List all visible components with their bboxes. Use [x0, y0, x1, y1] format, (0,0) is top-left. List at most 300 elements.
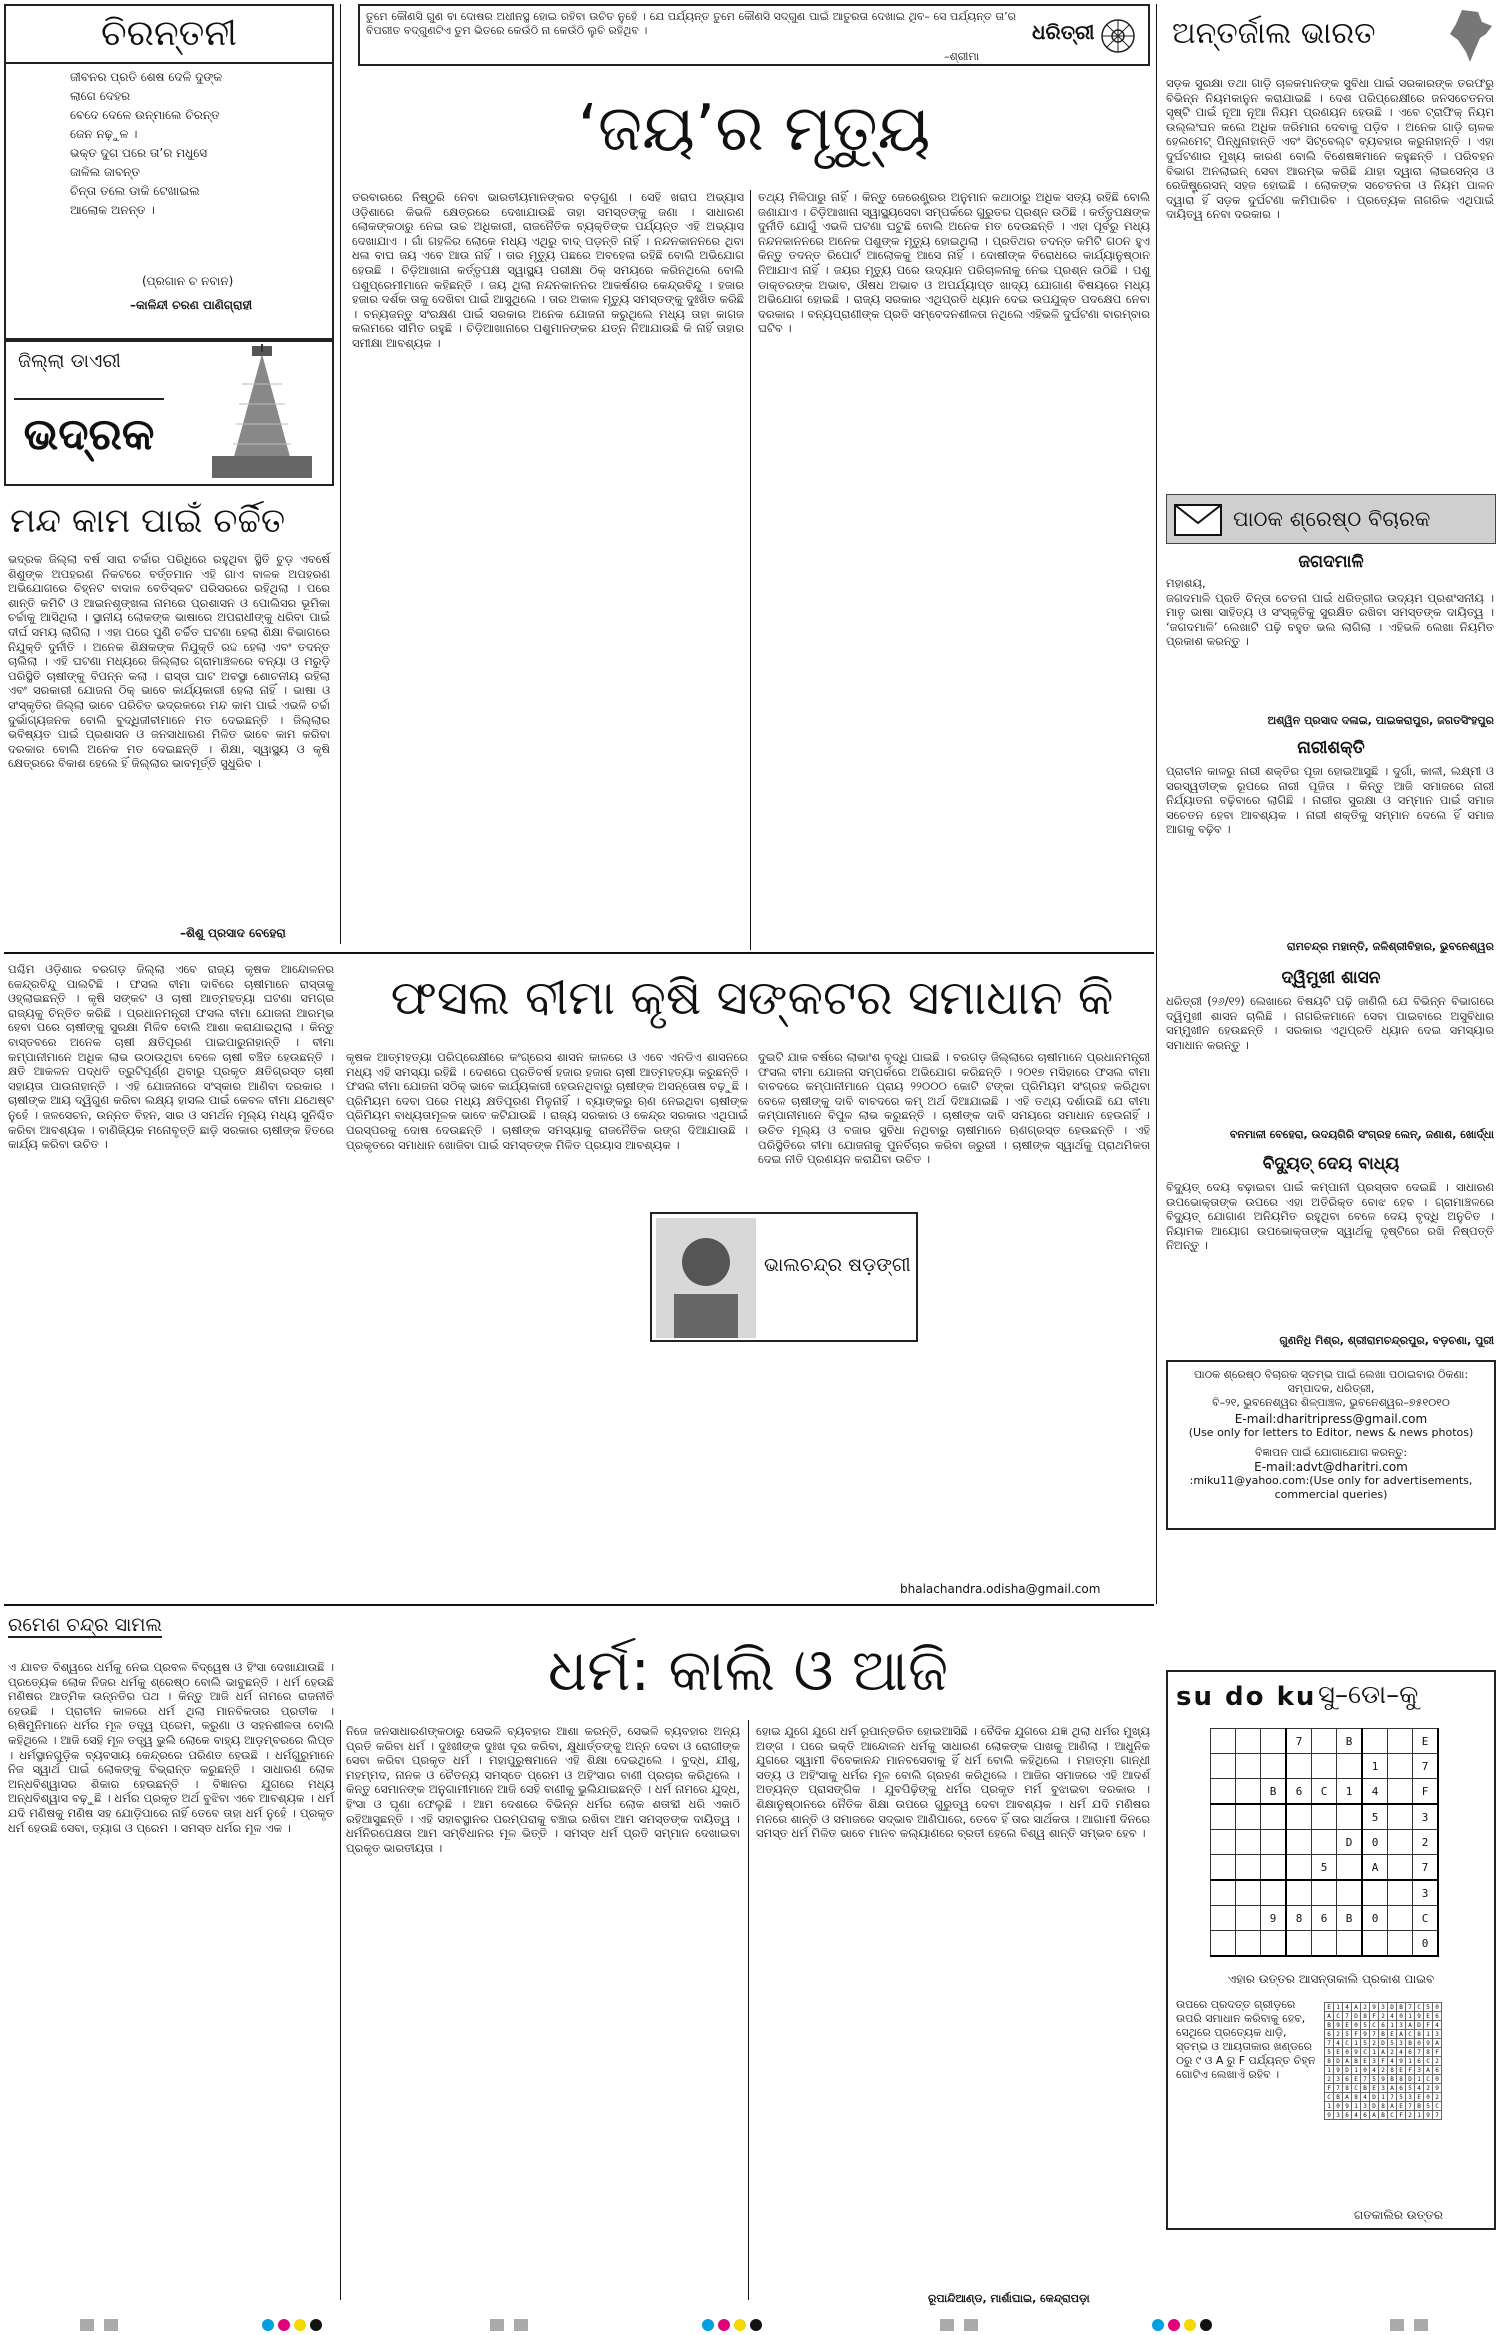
- sudoku-cell[interactable]: [1236, 1906, 1261, 1931]
- solution-cell: 6: [1406, 2048, 1415, 2057]
- sudoku-title-en: su do ku: [1176, 1682, 1317, 1712]
- solution-cell: C: [1325, 2093, 1334, 2102]
- solution-cell: 9: [1352, 2048, 1361, 2057]
- sudoku-cell[interactable]: [1261, 1754, 1287, 1779]
- solution-cell: 6: [1361, 2111, 1370, 2120]
- solution-cell: 9: [1424, 2111, 1433, 2120]
- sudoku-cell[interactable]: [1236, 1855, 1261, 1881]
- letter1-title: ଜଗଦମାଳି: [1298, 552, 1364, 572]
- religion-col2: ନିଜେ ଜନସାଧାରଣଙ୍କଠାରୁ ସେଭଳି ବ୍ୟବହାର ଆଶା କରନ୍ତି, ସେଭଳି ବ୍ୟବହାର ଅନ୍ୟ ପ୍ରତି କରିବା ଧର୍ମ । ଦୁଃଖୀଙ୍କ ଦୁଃଖ ଦୂର କରିବା, କ୍ଷୁଧାର୍ତ୍ତଙ୍କୁ ଅନ୍ନ ଦେବା ଓ ରୋଗୀଙ୍କ ସେବା କରିବା ପ୍ରକୃତ ଧର୍ମ । ମହାପୁରୁଷମାନେ ଏହି ଶିକ୍ଷା ଦେଇଥିଲେ । ବୁଦ୍ଧ, ଯୀଶୁ, ମହମ୍ମଦ, ନାନକ ଓ ଚୈତନ୍ୟ ସମସ୍ତେ ପ୍ରେମ ଓ ଅହିଂସାର ବାଣୀ ପ୍ରଚାର କରିଥିଲେ । କିନ୍ତୁ ସେମାନଙ୍କ ଅନୁଗାମୀମାନେ ଆଜି ସେହି ବାଣୀକୁ ଭୁଲିଯାଇଛନ୍ତି । ଧର୍ମ ନାମରେ ଯୁଦ୍ଧ, ହିଂସା ଓ ଘୃଣା ଫେଲୁଛି । ଆମ ଦେଶରେ ବିଭିନ୍ନ ଧର୍ମର ଲୋକ ଶତାବ୍ଦୀ ଧରି ଏକାଠି ରହିଆସୁଛନ୍ତି । ଏହି ସହାବସ୍ଥାନର ପରମ୍ପରାକୁ ବଞ୍ଚାଇ ରଖିବା ଆମ ସମସ୍ତଙ୍କ ଦାୟିତ୍ୱ । ଧର୍ମନିରପେକ୍ଷତା ଆମ ସମ୍ବିଧାନର ମୂଳ ଭିତ୍ତି । ସମସ୍ତ ଧର୍ମ ପ୍ରତି ସମ୍ମାନ ଦେଖାଇବା ପ୍ରକୃତ ଭାରତୀୟତା ।: [346, 1724, 744, 1855]
- sudoku-cell[interactable]: [1211, 1931, 1236, 1957]
- solution-cell: A: [1352, 2003, 1361, 2012]
- solution-cell: 0: [1397, 2012, 1406, 2021]
- rule-middle-top: [4, 952, 1154, 954]
- solution-cell: E: [1397, 2066, 1406, 2075]
- solution-cell: 1: [1334, 2003, 1343, 2012]
- solution-cell: A: [1325, 2012, 1334, 2021]
- solution-cell: 6: [1343, 2111, 1352, 2120]
- solution-cell: 5: [1424, 2102, 1433, 2111]
- sudoku-cell[interactable]: [1211, 1830, 1236, 1855]
- sudoku-cell[interactable]: [1236, 1931, 1261, 1957]
- solution-cell: 5: [1424, 2003, 1433, 2012]
- solution-cell: E: [1343, 2021, 1352, 2030]
- solution-cell: F: [1406, 2066, 1415, 2075]
- quote-author: –ଶ୍ରୀମା: [944, 50, 980, 63]
- sudoku-cell[interactable]: [1312, 1931, 1337, 1957]
- solution-cell: E: [1334, 2048, 1343, 2057]
- sudoku-cell[interactable]: [1261, 1830, 1287, 1855]
- sudoku-cell[interactable]: [1337, 1931, 1363, 1957]
- solution-cell: 1: [1388, 2021, 1397, 2030]
- solution-cell: A: [1433, 2039, 1442, 2048]
- sudoku-cell[interactable]: 0: [1362, 1906, 1388, 1931]
- solution-cell: C: [1352, 2084, 1361, 2093]
- solution-cell: D: [1379, 2039, 1388, 2048]
- sudoku-cell[interactable]: [1236, 1729, 1261, 1754]
- chirantani-box: [4, 4, 334, 340]
- sudoku-cell[interactable]: [1236, 1830, 1261, 1855]
- sudoku-cell[interactable]: 5: [1312, 1855, 1337, 1881]
- solution-cell: 3: [1415, 2066, 1424, 2075]
- solution-cell: 4: [1433, 2021, 1442, 2030]
- religion-signature: ରୂପାନ୍ଦିଆଣ୍ଡ, ମାର୍ଶାଘାଇ, କେନ୍ଦ୍ରାପଡ଼ା: [928, 2292, 1090, 2305]
- sudoku-cell[interactable]: [1286, 1880, 1312, 1906]
- gray-swatch: [514, 2319, 528, 2331]
- sudoku-cell[interactable]: [1388, 1830, 1413, 1855]
- yellow-dot: [1184, 2319, 1196, 2331]
- reader-title: ପାଠକ ଶ୍ରେଷ୍ଠ ବିଚାରକ: [1233, 507, 1431, 531]
- solution-cell: 3: [1334, 2111, 1343, 2120]
- sudoku-cell[interactable]: 0: [1362, 1830, 1388, 1855]
- solution-cell: 8: [1388, 2066, 1397, 2075]
- letter2-body: ପ୍ରାଚୀନ କାଳରୁ ନାରୀ ଶକ୍ତିର ପୂଜା ହୋଇଆସୁଛି । ଦୁର୍ଗା, କାଳୀ, ଲକ୍ଷ୍ମୀ ଓ ସରସ୍ୱତୀଙ୍କ ରୂପରେ ନାରୀ ପୂଜିତା । କିନ୍ତୁ ଆଜି ସମାଜରେ ନାରୀ ନିର୍ଯ୍ୟାତନା ବଢ଼ିବାରେ ଲାଗିଛି । ନାରୀର ସୁରକ୍ଷା ଓ ସମ୍ମାନ ପାଇଁ ସମାଜ ସଚେତନ ହେବା ଆବଶ୍ୟକ । ନାରୀ ଶକ୍ତିକୁ ସମ୍ମାନ ଦେଲେ ହିଁ ସମାଜ ଆଗକୁ ବଢ଼ିବ ।: [1166, 764, 1498, 837]
- sudoku-cell[interactable]: [1236, 1754, 1261, 1779]
- print-marks: [0, 2310, 1500, 2334]
- solution-cell: 2: [1433, 2057, 1442, 2066]
- letter2-title: ନାରୀଶକ୍ତି: [1297, 738, 1365, 758]
- solution-cell: 2: [1406, 2111, 1415, 2120]
- sudoku-cell[interactable]: 4: [1362, 1779, 1388, 1805]
- sudoku-cell[interactable]: [1388, 1779, 1413, 1805]
- solution-cell: A: [1406, 2021, 1415, 2030]
- sudoku-cell[interactable]: [1261, 1855, 1287, 1881]
- sudoku-cell[interactable]: [1261, 1804, 1287, 1830]
- solution-cell: F: [1424, 2021, 1433, 2030]
- gray-swatch: [1390, 2319, 1404, 2331]
- sudoku-cell[interactable]: E: [1413, 1729, 1439, 1754]
- sudoku-cell[interactable]: [1388, 1754, 1413, 1779]
- solution-cell: 1: [1325, 2066, 1334, 2075]
- magenta-dot: [278, 2319, 290, 2331]
- solution-cell: E: [1397, 2102, 1406, 2111]
- sudoku-cell[interactable]: [1337, 1880, 1363, 1906]
- sudoku-cell[interactable]: B: [1337, 1906, 1363, 1931]
- solution-cell: E: [1325, 2003, 1334, 2012]
- address-text: ପାଠକ ଶ୍ରେଷ୍ଠ ବିଚାରକ ସ୍ତମ୍ଭ ପାଇଁ ଲେଖା ପଠାଇବାର ଠିକଣା: ସମ୍ପାଦକ, ଧରିତ୍ରୀ, ବି–୨୧, ଭୁବନେଶ୍ୱର ଶିଳ୍ପାଞ୍ଚଳ, ଭୁବନେଶ୍ୱର–୭୫୧୦୧୦: [1193, 1368, 1469, 1409]
- magenta-dot: [718, 2319, 730, 2331]
- sudoku-cell[interactable]: [1286, 1855, 1312, 1881]
- solution-cell: 6: [1433, 2066, 1442, 2075]
- solution-cell: 3: [1370, 2057, 1379, 2066]
- temple-illustration: [192, 344, 332, 484]
- sudoku-cell[interactable]: [1211, 1880, 1236, 1906]
- sudoku-cell[interactable]: [1337, 1804, 1363, 1830]
- crop-insurance-col3: ଦୁଇଟି ଯାକ ବର୍ଷରେ ଲାଭାଂଶ ବୃଦ୍ଧି ପାଇଛି । ବରଗଡ଼ ଜିଲ୍ଲାରେ ଚାଷୀମାନେ ପ୍ରଧାନମନ୍ତ୍ରୀ ଫସଲ ବୀମା ଯୋଜନା ସମ୍ପର୍କରେ ଅଭିଯୋଗ କରିଛନ୍ତି । ୨୦୧୭ ମସିହାରେ ଫସଲ ବୀମା ବାବଦରେ କମ୍ପାନୀମାନେ ପ୍ରାୟ ୨୨୦୦୦ କୋଟି ଟଙ୍କା ପ୍ରିମିୟମ ସଂଗ୍ରହ କରିଥିବା ବେଳେ ଚାଷୀଙ୍କୁ ଦାବି ବାବଦରେ କମ୍ ଅର୍ଥ ଦିଆଯାଇଛି । ଏହି ତଥ୍ୟ ଦର୍ଶାଉଛି ଯେ ବୀମା କମ୍ପାନୀମାନେ ବିପୁଳ ଲାଭ କରୁଛନ୍ତି । ଚାଷୀଙ୍କ ଦାବି ସମୟରେ ସମାଧାନ ହେଉନାହିଁ । ଉଚିତ ମୂଲ୍ୟ ଓ ବଜାର ସୁବିଧା ନଥିବାରୁ ଚାଷୀମାନେ ଋଣଗ୍ରସ୍ତ ହେଉଛନ୍ତି । ଏହି ପରିସ୍ଥିତିରେ ବୀମା ଯୋଜନାକୁ ପୁନର୍ବିଚାର କରିବା ଜରୁରୀ । ଚାଷୀଙ୍କ ସ୍ୱାର୍ଥକୁ ପ୍ରାଥମିକତା ଦେଇ ନୀତି ପ୍ରଣୟନ କରାଯିବା ଉଚିତ ।: [758, 1050, 1154, 1167]
- solution-cell: 5: [1361, 2039, 1370, 2048]
- editorial-title: ‘ଜୟ’ର ମୃତ୍ୟୁ: [577, 92, 931, 166]
- solution-cell: E: [1388, 2030, 1397, 2039]
- gray-swatch: [490, 2319, 504, 2331]
- paper-logo: ଧରିତ୍ରୀ: [1032, 20, 1095, 44]
- solution-cell: 8: [1325, 2057, 1334, 2066]
- solution-cell: C: [1415, 2003, 1424, 2012]
- solution-cell: F: [1433, 2048, 1442, 2057]
- solution-cell: E: [1361, 2057, 1370, 2066]
- sudoku-cell[interactable]: 9: [1261, 1906, 1287, 1931]
- cyan-dot: [1152, 2319, 1164, 2331]
- solution-cell: F: [1352, 2030, 1361, 2039]
- solution-cell: E: [1370, 2084, 1379, 2093]
- solution-cell: A: [1388, 2102, 1397, 2111]
- solution-cell: 7: [1334, 2084, 1343, 2093]
- sudoku-title-or: ସୁ–ଡୋ–କୁ: [1318, 1680, 1419, 1710]
- sudoku-cell[interactable]: 7: [1286, 1729, 1312, 1754]
- solution-cell: 2: [1424, 2084, 1433, 2093]
- solution-cell: B: [1334, 2093, 1343, 2102]
- solution-cell: 5: [1325, 2048, 1334, 2057]
- solution-cell: 2: [1433, 2093, 1442, 2102]
- adv-email[interactable]: E-mail:advt@dharitri.com: [1254, 1460, 1408, 1474]
- antarjal-body: ସଡ଼କ ସୁରକ୍ଷା ତଥା ଗାଡ଼ି ଚାଳକମାନଙ୍କ ସୁବିଧା ପାଇଁ ସରକାରଙ୍କ ତରଫରୁ ବିଭିନ୍ନ ନିୟମକାନୁନ କରାଯାଇଛି । ଦେଶ ପରିପ୍ରେକ୍ଷୀରେ ଜନସଚେତନତା ସୃଷ୍ଟି ପାଇଁ ନୂଆ ନୂଆ ନିୟମ ପ୍ରଣୟନ ହେଉଛି । ଏବେ ଟ୍ରାଫିକ୍ ନିୟମ ଉଲ୍ଲଂଘନ କଲେ ଅଧିକ ଜରିମାନା ଦେବାକୁ ପଡ଼ିବ । ଅନେକ ଗାଡ଼ି ଚାଳକ ହେଲମେଟ୍ ପିନ୍ଧୁନାହାନ୍ତି ଏବଂ ସିଟ୍‌ବେଲ୍ଟ ବ୍ୟବହାର କରୁନାହାନ୍ତି । ଏହା ଦୁର୍ଘଟଣାର ମୁଖ୍ୟ କାରଣ ବୋଲି ବିଶେଷଜ୍ଞମାନେ କହୁଛନ୍ତି । ପରିବହନ ବିଭାଗ ଅନଲାଇନ୍ ସେବା ଆରମ୍ଭ କରିଛି ଯାହା ଦ୍ୱାରା ଲାଇସେନ୍ସ ଓ ରେଜିଷ୍ଟ୍ରେସନ୍ ସହଜ ହୋଇଛି । ଲୋକଙ୍କ ସଚେତନତା ଓ ନିୟମ ପାଳନ ଦ୍ୱାରା ହିଁ ସଡ଼କ ଦୁର୍ଘଟଣା କମିପାରିବ । ପ୍ରତ୍ୟେକ ନାଗରିକ ଏଥିପାଇଁ ଦାୟିତ୍ୱ ନେବା ଦରକାର ।: [1166, 76, 1498, 222]
- solution-cell: B: [1415, 2102, 1424, 2111]
- sudoku-cell[interactable]: [1337, 1754, 1363, 1779]
- solution-cell: C: [1361, 2048, 1370, 2057]
- solution-cell: 4: [1388, 2057, 1397, 2066]
- antarjal-title: ଅନ୍ତର୍ଜାଲ ଭାରତ: [1172, 16, 1376, 51]
- solution-cell: 5: [1397, 2093, 1406, 2102]
- solution-cell: F: [1325, 2084, 1334, 2093]
- solution-cell: 8: [1343, 2084, 1352, 2093]
- solution-cell: A: [1379, 2048, 1388, 2057]
- rule-middle-bottom: [4, 1604, 1154, 1606]
- sudoku-cell[interactable]: [1312, 1830, 1337, 1855]
- solution-cell: B: [1397, 2003, 1406, 2012]
- solution-cell: 2: [1334, 2030, 1343, 2039]
- solution-cell: C: [1424, 2075, 1433, 2084]
- sudoku-cell[interactable]: [1211, 1754, 1236, 1779]
- black-dot: [310, 2319, 322, 2331]
- solution-cell: 5: [1343, 2030, 1352, 2039]
- solution-cell: 2: [1379, 2066, 1388, 2075]
- rule-editorial-mid: [750, 190, 751, 950]
- sudoku-cell[interactable]: [1362, 1931, 1388, 1957]
- zilla-diary-box: [4, 340, 334, 486]
- solution-cell: 8: [1415, 2030, 1424, 2039]
- sudoku-cell[interactable]: [1388, 1729, 1413, 1754]
- solution-cell: 5: [1370, 2075, 1379, 2084]
- solution-cell: B: [1352, 2057, 1361, 2066]
- sudoku-box: [1166, 1670, 1496, 2230]
- emblem-icon: [1098, 16, 1138, 56]
- solution-cell: A: [1388, 2084, 1397, 2093]
- gray-swatch: [940, 2319, 954, 2331]
- solution-cell: 0: [1361, 2066, 1370, 2075]
- solution-cell: 9: [1325, 2111, 1334, 2120]
- black-dot: [1200, 2319, 1212, 2331]
- solution-cell: 4: [1397, 2048, 1406, 2057]
- sudoku-cell[interactable]: [1312, 1754, 1337, 1779]
- sudoku-cell[interactable]: [1211, 1729, 1236, 1754]
- solution-cell: D: [1343, 2066, 1352, 2075]
- sudoku-cell[interactable]: C: [1312, 1779, 1337, 1805]
- religion-col3: ହୋଇ ଯୁଗେ ଯୁଗେ ଧର୍ମ ରୂପାନ୍ତରିତ ହୋଇଆସିଛି । ବୈଦିକ ଯୁଗରେ ଯଜ୍ଞ ଥିଲା ଧର୍ମର ମୁଖ୍ୟ ଅଙ୍ଗ । ପରେ ଭକ୍ତି ଆନ୍ଦୋଳନ ଧର୍ମକୁ ସାଧାରଣ ଲୋକଙ୍କ ପାଖକୁ ଆଣିଲା । ଆଧୁନିକ ଯୁଗରେ ସ୍ୱାମୀ ବିବେକାନନ୍ଦ ମାନବସେବାକୁ ହିଁ ଧର୍ମ ବୋଲି କହିଥିଲେ । ମହାତ୍ମା ଗାନ୍ଧୀ ସତ୍ୟ ଓ ଅହିଂସାକୁ ଧର୍ମର ମୂଳ ବୋଲି ଗ୍ରହଣ କରିଥିଲେ । ଆଜିର ସମାଜରେ ଏହି ଆଦର୍ଶ ଅତ୍ୟନ୍ତ ପ୍ରାସଙ୍ଗିକ । ଯୁବପିଢ଼ିଙ୍କୁ ଧର୍ମର ପ୍ରକୃତ ମର୍ମ ବୁଝାଇବା ଦରକାର । ଶିକ୍ଷାନୁଷ୍ଠାନରେ ନୈତିକ ଶିକ୍ଷା ଉପରେ ଗୁରୁତ୍ୱ ଦେବା ଆବଶ୍ୟକ । ଧର୍ମ ଯଦି ମଣିଷର ମନରେ ଶାନ୍ତି ଓ ସମାଜରେ ସଦ୍ଭାବ ଆଣିପାରେ, ତେବେ ହିଁ ତାର ସାର୍ଥକତା । ଆଗାମୀ ଦିନରେ ସମସ୍ତ ଧର୍ମ ମିଳିତ ଭାବେ ମାନବ କଲ୍ୟାଣରେ ବ୍ରତୀ ହେଲେ ବିଶ୍ୱ ଶାନ୍ତି ସମ୍ଭବ ହେବ ।: [756, 1724, 1154, 1841]
- solution-cell: 4: [1334, 2039, 1343, 2048]
- solution-cell: 0: [1352, 2021, 1361, 2030]
- solution-cell: B: [1379, 2030, 1388, 2039]
- sudoku-cell[interactable]: [1312, 1804, 1337, 1830]
- sudoku-cell[interactable]: 8: [1286, 1906, 1312, 1931]
- editor-email[interactable]: E-mail:dharitripress@gmail.com: [1234, 1412, 1428, 1426]
- solution-cell: 3: [1433, 2030, 1442, 2039]
- sudoku-prev-solution: [1324, 2002, 1442, 2120]
- gray-swatch: [1414, 2319, 1428, 2331]
- solution-cell: 0: [1343, 2048, 1352, 2057]
- solution-cell: 5: [1406, 2084, 1415, 2093]
- sudoku-cell[interactable]: [1261, 1931, 1287, 1957]
- sudoku-cell[interactable]: D: [1337, 1830, 1363, 1855]
- cyan-dot: [702, 2319, 714, 2331]
- quote-text: ତୁମେ କୌଣସି ଗୁଣ ବା ଦୋଷର ଅଧୀନସ୍ଥ ହୋଇ ରହିବା ଉଚିତ ନୁହେଁ । ଯେ ପର୍ଯ୍ୟନ୍ତ ତୁମେ କୌଣସି ସଦ୍‌ଗୁଣ ପାଇଁ ଆତୁରତା ଦେଖାଇ ଥିବ– ସେ ପର୍ଯ୍ୟନ୍ତ ତା’ର ବିପରୀତ ବଦ୍‌ଗୁଣଟିଏ ତୁମ ଭିତରେ କେଉଁଠି ନା କେଉଁଠି ଲୁଚି ରହିଥିବ ।: [366, 10, 1020, 37]
- sudoku-cell[interactable]: [1362, 1880, 1388, 1906]
- solution-cell: 1: [1424, 2030, 1433, 2039]
- yellow-dot: [294, 2319, 306, 2331]
- solution-cell: 6: [1379, 2021, 1388, 2030]
- solution-cell: E: [1415, 2093, 1424, 2102]
- solution-cell: E: [1424, 2012, 1433, 2021]
- solution-cell: 3: [1397, 2039, 1406, 2048]
- sudoku-cell[interactable]: 7: [1413, 1754, 1439, 1779]
- sudoku-cell[interactable]: F: [1413, 1779, 1439, 1805]
- sudoku-cell[interactable]: [1362, 1729, 1388, 1754]
- sudoku-grid[interactable]: [1210, 1728, 1439, 1957]
- crop-insurance-col2: କୃଷକ ଆତ୍ମହତ୍ୟା ପରିପ୍ରେକ୍ଷୀରେ କଂଗ୍ରେସ ଶାସନ କାଳରେ ଓ ଏବେ ଏନଡିଏ ଶାସନରେ ମଧ୍ୟ ଏହି ସମସ୍ୟା ରହିଛି । ଦେଶରେ ପ୍ରତିବର୍ଷ ହଜାର ହଜାର ଚାଷୀ ଆତ୍ମହତ୍ୟା କରୁଛନ୍ତି । ଫସଲ ବୀମା ଯୋଜନା ସଠିକ୍ ଭାବେ କାର୍ଯ୍ୟକାରୀ ହେଉନଥିବାରୁ ଚାଷୀଙ୍କ ଅସନ୍ତୋଷ ବଢ଼ୁଛି । ପ୍ରିମିୟମ ଦେବା ପରେ ମଧ୍ୟ କ୍ଷତିପୂରଣ ମିଳୁନାହିଁ । ବ୍ୟାଙ୍କରୁ ଋଣ ନେଇଥିବା ଚାଷୀଙ୍କ ପ୍ରିମିୟମ ବାଧ୍ୟତାମୂଳକ ଭାବେ କଟିଯାଉଛି । ରାଜ୍ୟ ସରକାର ଓ କେନ୍ଦ୍ର ସରକାର ଏଥିପାଇଁ ପରସ୍ପରକୁ ଦୋଷ ଦେଉଛନ୍ତି । ଚାଷୀଙ୍କ ସମସ୍ୟାକୁ ରାଜନୈତିକ ରଙ୍ଗ ଦିଆଯାଉଛି । ପ୍ରକୃତରେ ସମାଧାନ ଖୋଜିବା ପାଇଁ ସମସ୍ତଙ୍କ ମିଳିତ ପ୍ରୟାସ ଆବଶ୍ୟକ ।: [346, 1050, 752, 1152]
- sudoku-cell[interactable]: 1: [1362, 1754, 1388, 1779]
- author-photo: [656, 1218, 756, 1338]
- solution-cell: 6: [1343, 2075, 1352, 2084]
- quote-box: [358, 4, 1150, 66]
- solution-cell: B: [1379, 2111, 1388, 2120]
- solution-cell: 7: [1325, 2039, 1334, 2048]
- solution-cell: D: [1352, 2012, 1361, 2021]
- solution-cell: 0: [1334, 2102, 1343, 2111]
- religion-headline: ଧର୍ମ: କାଲି ଓ ଆଜି: [547, 1636, 949, 1704]
- solution-cell: C: [1424, 2057, 1433, 2066]
- sudoku-cell[interactable]: [1312, 1880, 1337, 1906]
- solution-cell: 3: [1379, 2084, 1388, 2093]
- sudoku-cell[interactable]: [1236, 1880, 1261, 1906]
- solution-cell: 9: [1334, 2066, 1343, 2075]
- sudoku-cell[interactable]: [1286, 1931, 1312, 1957]
- letter3-title: ଦ୍ୱିମୁଖୀ ଶାସନ: [1281, 968, 1381, 988]
- solution-cell: B: [1361, 2084, 1370, 2093]
- sudoku-cell[interactable]: [1286, 1754, 1312, 1779]
- sudoku-cell[interactable]: [1236, 1779, 1261, 1805]
- solution-cell: 7: [1406, 2102, 1415, 2111]
- solution-cell: 9: [1334, 2021, 1343, 2030]
- solution-cell: 6: [1415, 2057, 1424, 2066]
- solution-cell: 7: [1406, 2003, 1415, 2012]
- author-email[interactable]: bhalachandra.odisha@gmail.com: [900, 1582, 1101, 1596]
- solution-cell: 7: [1361, 2075, 1370, 2084]
- sudoku-cell[interactable]: 7: [1413, 1855, 1439, 1881]
- solution-cell: A: [1424, 2066, 1433, 2075]
- solution-cell: A: [1397, 2030, 1406, 2039]
- magenta-dot: [1168, 2319, 1180, 2331]
- sudoku-cell[interactable]: [1337, 1855, 1363, 1881]
- sudoku-cell[interactable]: [1261, 1729, 1287, 1754]
- solution-cell: 7: [1370, 2030, 1379, 2039]
- cyan-dot: [262, 2319, 274, 2331]
- solution-cell: E: [1352, 2075, 1361, 2084]
- sudoku-cell[interactable]: [1286, 1830, 1312, 1855]
- solution-cell: 7: [1343, 2012, 1352, 2021]
- sudoku-cell[interactable]: B: [1261, 1779, 1287, 1805]
- sudoku-cell[interactable]: 5: [1362, 1804, 1388, 1830]
- yellow-dot: [734, 2319, 746, 2331]
- solution-cell: B: [1388, 2075, 1397, 2084]
- editorial-col2: ତଥ୍ୟ ମିଳିପାରୁ ନାହିଁ । କିନ୍ତୁ ଜେରେଣ୍ଟ୍ରର ଅନୁମାନ କଥାଠାରୁ ଅଧିକ ସତ୍ୟ ରହିଛି ବୋଲି ଜଣାଯାଏ । ଚିଡ଼ିଆଖାନା ସ୍ୱାସ୍ଥ୍ୟସେବା ସମ୍ପର୍କରେ ଗୁରୁତର ପ୍ରଶ୍ନ ଉଠିଛି । କର୍ତ୍ତୃପକ୍ଷଙ୍କ ଦୁର୍ନୀତି ଯୋଗୁଁ ଏଭଳି ଘଟଣା ଘଟୁଛି ବୋଲି ଅନେକ ମତ ଦେଉଛନ୍ତି । ଏହା ପୂର୍ବରୁ ମଧ୍ୟ ନନ୍ଦନକାନନରେ ଅନେକ ପଶୁଙ୍କ ମୃତ୍ୟୁ ହୋଇଥିଲା । ପ୍ରତିଥର ତଦନ୍ତ କମିଟି ଗଠନ ହୁଏ କିନ୍ତୁ ତଦନ୍ତ ରିପୋର୍ଟ ଆଲୋକକୁ ଆସେ ନାହିଁ । ଦୋଷୀଙ୍କ ବିରୋଧରେ କାର୍ଯ୍ୟାନୁଷ୍ଠାନ ନିଆଯାଏ ନାହିଁ । ଜୟର ମୃତ୍ୟୁ ପରେ ଉଦ୍ୟାନ ପରିଚାଳନାକୁ ନେଇ ପ୍ରଶ୍ନ ଉଠିଛି । ପଶୁ ଡାକ୍ତରଙ୍କ ଅଭାବ, ଔଷଧ ଅଭାବ ଓ ଅପର୍ଯ୍ୟାପ୍ତ ଖାଦ୍ୟ ଯୋଗାଣ ବିଷୟରେ ମଧ୍ୟ ଅଭିଯୋଗ ହୋଇଛି । ରାଜ୍ୟ ସରକାର ଏଥିପ୍ରତି ଧ୍ୟାନ ଦେଇ ଉପଯୁକ୍ତ ପଦକ୍ଷେପ ନେବା ଦରକାର । ବନ୍ୟପ୍ରାଣୀଙ୍କ ପ୍ରତି ସମ୍ବେଦନଶୀଳତା ନଥିଲେ ଏହିଭଳି ଦୁର୍ଘଟଣା ବାରମ୍ବାର ଘଟିବ ।: [758, 190, 1154, 336]
- solution-cell: F: [1397, 2111, 1406, 2120]
- sudoku-cell[interactable]: [1236, 1804, 1261, 1830]
- solution-cell: 1: [1352, 2102, 1361, 2111]
- sudoku-cell[interactable]: 3: [1413, 1804, 1439, 1830]
- solution-cell: 4: [1415, 2084, 1424, 2093]
- solution-cell: 9: [1424, 2039, 1433, 2048]
- chirantani-poem: ଜୀବନର ପ୍ରତି ଶେଷ ଦେଳି ଦୁଙ୍କ ଲାଗେ ଦେହର ବେଦେ ଦେଳେ ଉନ୍ମାଲେ ଚିରନ୍ତ ଜେନ ନଢ଼ୁଳ । ଭକ୍ତ ଦୁଗ ପରେ ତା’ର ମଧୁସେ ଜାଳିଲ ଜାବନ୍ତ ଚିନ୍ତା ତଲେ ଡାକି ଟେଖାଇଲ ଆଲୋକ ଅନନ୍ତ ।: [70, 70, 223, 217]
- rule-left-vert: [340, 4, 341, 944]
- solution-cell: 9: [1415, 2012, 1424, 2021]
- sudoku-cell[interactable]: 6: [1286, 1779, 1312, 1805]
- sudoku-cell[interactable]: 0: [1413, 1931, 1439, 1957]
- solution-cell: 9: [1370, 2003, 1379, 2012]
- adv-label: ବିଜ୍ଞାପନ ପାଇଁ ଯୋଗାଯୋଗ କରନ୍ତୁ:: [1254, 1446, 1408, 1459]
- sudoku-cell[interactable]: [1211, 1804, 1236, 1830]
- solution-cell: 9: [1397, 2057, 1406, 2066]
- solution-cell: 7: [1433, 2111, 1442, 2120]
- sudoku-cell[interactable]: C: [1413, 1906, 1439, 1931]
- envelope-icon: [1173, 503, 1223, 537]
- solution-cell: F: [1379, 2057, 1388, 2066]
- chirantani-author: –କାଳିନ୍ଦୀ ଚରଣ ପାଣିଗ୍ରାହୀ: [130, 298, 253, 312]
- solution-cell: 7: [1415, 2048, 1424, 2057]
- author-photo-box: [650, 1212, 918, 1342]
- solution-cell: 6: [1397, 2084, 1406, 2093]
- chirantani-title: ଚିରନ୍ତନୀ: [6, 6, 332, 64]
- left-article-author: –ଶିଶୁ ପ୍ରସାଦ ବେହେରା: [180, 926, 286, 940]
- letter4-sign: ଗୁଣନିଧି ମିଶ୍ର, ଶ୍ରୀରାମଚନ୍ଦ୍ରପୁର, ବଡ଼ଚଣା, ପୁରୀ: [1279, 1334, 1494, 1347]
- gray-swatch: [80, 2319, 94, 2331]
- solution-cell: 3: [1379, 2003, 1388, 2012]
- solution-cell: 8: [1397, 2075, 1406, 2084]
- solution-cell: 4: [1388, 2012, 1397, 2021]
- solution-cell: D: [1406, 2075, 1415, 2084]
- solution-cell: D: [1415, 2021, 1424, 2030]
- letter1-sign: ଅଶ୍ୱିନ ପ୍ରସାଦ ଦଳାଇ, ପାଇକରାପୁର, ଜଗତସିଂହପୁର: [1267, 714, 1494, 727]
- solution-cell: 9: [1361, 2030, 1370, 2039]
- sudoku-cell[interactable]: [1211, 1855, 1236, 1881]
- sudoku-cell[interactable]: [1286, 1804, 1312, 1830]
- solution-cell: 1: [1379, 2093, 1388, 2102]
- sudoku-cell[interactable]: 2: [1413, 1830, 1439, 1855]
- solution-cell: 4: [1370, 2066, 1379, 2075]
- letter2-sign: ରାମଚନ୍ଦ୍ର ମହାନ୍ତି, ଜଳିଶ୍ରୀବିହାର, ଭୁବନେଶ୍ୱର: [1286, 940, 1494, 953]
- sudoku-cell[interactable]: B: [1337, 1729, 1363, 1754]
- solution-cell: 0: [1433, 2075, 1442, 2084]
- reader-banner: [1166, 494, 1496, 544]
- editor-email-note: (Use only for letters to Editor, news & news photos): [1188, 1426, 1474, 1439]
- solution-cell: A: [1370, 2111, 1379, 2120]
- solution-cell: 1: [1415, 2111, 1424, 2120]
- solution-cell: 0: [1424, 2093, 1433, 2102]
- solution-cell: C: [1334, 2012, 1343, 2021]
- sudoku-cell[interactable]: 3: [1413, 1880, 1439, 1906]
- solution-cell: 8: [1424, 2048, 1433, 2057]
- sudoku-cell[interactable]: [1312, 1729, 1337, 1754]
- sudoku-cell[interactable]: 6: [1312, 1906, 1337, 1931]
- sudoku-prev-label: ଗତକାଲିର ଉତ୍ତର: [1354, 2208, 1443, 2222]
- solution-cell: 0: [1433, 2003, 1442, 2012]
- solution-cell: 1: [1415, 2075, 1424, 2084]
- solution-cell: 3: [1334, 2075, 1343, 2084]
- sudoku-cell[interactable]: [1388, 1880, 1413, 1906]
- letter4-title: ବିଦ୍ୟୁତ୍ ଦେୟ ବାଧ୍ୟ: [1262, 1154, 1400, 1174]
- solution-cell: 4: [1343, 2003, 1352, 2012]
- solution-cell: 8: [1361, 2012, 1370, 2021]
- solution-cell: F: [1370, 2012, 1379, 2021]
- sudoku-cell[interactable]: [1388, 1855, 1413, 1881]
- solution-cell: D: [1370, 2102, 1379, 2111]
- author-name: ଭାଲଚନ୍ଦ୍ର ଷଡ଼ଙ୍ଗୀ: [764, 1254, 911, 1276]
- rule-mid-vert: [1156, 4, 1157, 1604]
- letter3-sign: ବନମାଳୀ ବେହେରା, ଉଦୟଗିରି ସଂଗ୍ରହ ଲେନ୍, ଜଣାଶ, ଖୋର୍ଦ୍ଧା: [1229, 1128, 1494, 1141]
- solution-cell: B: [1325, 2021, 1334, 2030]
- sudoku-cell[interactable]: [1211, 1779, 1236, 1805]
- adv-email-alt[interactable]: :miku11@yahoo.com:(Use only for advertisements, commercial queries): [1189, 1474, 1473, 1501]
- sudoku-cell[interactable]: [1211, 1906, 1236, 1931]
- solution-cell: 4: [1352, 2111, 1361, 2120]
- sudoku-cell[interactable]: 1: [1337, 1779, 1363, 1805]
- zilla-label: ଜିଲ୍ଲା ଡାଏରୀ: [18, 350, 121, 372]
- solution-cell: 8: [1379, 2102, 1388, 2111]
- solution-cell: D: [1334, 2057, 1343, 2066]
- solution-cell: 3: [1406, 2093, 1415, 2102]
- solution-cell: C: [1370, 2021, 1379, 2030]
- sudoku-cell[interactable]: A: [1362, 1855, 1388, 1881]
- solution-cell: C: [1433, 2102, 1442, 2111]
- left-article-title: ମନ୍ଦ କାମ ପାଇଁ ଚର୍ଚ୍ଚିତ: [10, 501, 286, 541]
- sudoku-cell[interactable]: [1388, 1931, 1413, 1957]
- solution-cell: A: [1343, 2093, 1352, 2102]
- solution-cell: 2: [1388, 2048, 1397, 2057]
- sudoku-cell[interactable]: [1388, 1906, 1413, 1931]
- solution-cell: 8: [1352, 2093, 1361, 2102]
- solution-cell: 2: [1325, 2075, 1334, 2084]
- sudoku-cell[interactable]: [1388, 1804, 1413, 1830]
- solution-cell: 1: [1352, 2066, 1361, 2075]
- sudoku-cell[interactable]: [1261, 1880, 1287, 1906]
- antarjal-masthead: [1166, 4, 1496, 74]
- solution-cell: A: [1343, 2057, 1352, 2066]
